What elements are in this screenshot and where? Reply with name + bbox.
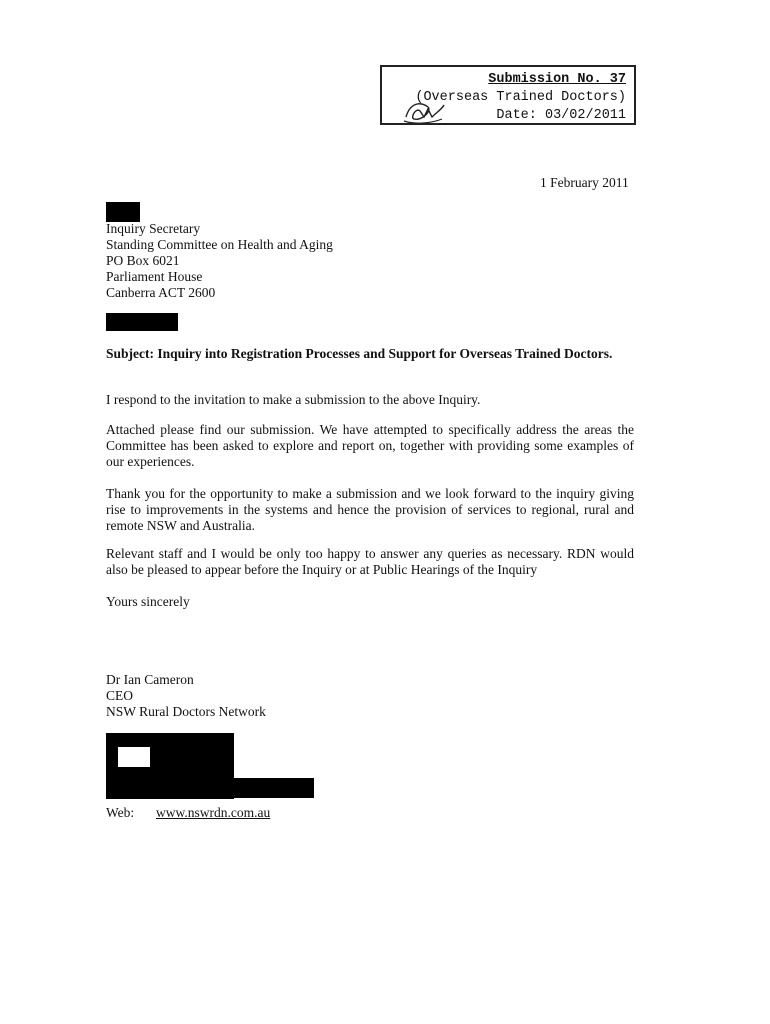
address-line: Canberra ACT 2600 — [106, 285, 216, 300]
paragraph: I respond to the invitation to make a submission to the above Inquiry. — [106, 392, 481, 407]
redaction-block — [106, 313, 178, 331]
handwritten-initials — [402, 99, 446, 125]
signatory-name: Dr Ian Cameron — [106, 672, 194, 687]
redaction-block — [106, 202, 140, 222]
organisation-name: NSW Rural Doctors Network — [106, 704, 266, 719]
website-link[interactable]: www.nswrdn.com.au — [156, 805, 271, 820]
paragraph: Attached please find our submission. We have attempted to specifically address the areas the Committee has been asked to explore and report on, together with providing some examples of our experiences. — [106, 422, 634, 469]
web-line — [106, 805, 270, 821]
submission-number: Submission No. 37 — [488, 72, 626, 87]
subject-line: Subject: Inquiry into Registration Processes and Support for Overseas Trained Doctors. — [106, 346, 613, 361]
address-line: PO Box 6021 — [106, 253, 180, 268]
paragraph: Relevant staff and I would be only too happy to answer any queries as necessary. RDN would also be pleased to appear before the Inquiry or at Public Hearings of the Inquiry — [106, 546, 634, 577]
closing: Yours sincerely — [106, 594, 190, 609]
recipient-address — [106, 221, 333, 301]
letter-date: 1 February 2011 — [540, 175, 629, 190]
submission-stamp — [380, 65, 636, 125]
signatory-title: CEO — [106, 688, 133, 703]
inquiry-name: (Overseas Trained Doctors) — [415, 90, 626, 105]
web-label: Web: — [106, 805, 135, 820]
address-line: Parliament House — [106, 269, 203, 284]
paragraph: Thank you for the opportunity to make a submission and we look forward to the inquiry giving rise to improvements in the systems and hence the provision of services to regional, rural and remote NSW and Australia. — [106, 486, 634, 533]
stamp-date: Date: 03/02/2011 — [496, 108, 626, 123]
address-line: Standing Committee on Health and Aging — [106, 237, 333, 252]
address-line: Inquiry Secretary — [106, 221, 201, 236]
redaction-gap — [118, 747, 150, 767]
signature-block — [106, 672, 266, 720]
redaction-block — [234, 778, 314, 798]
